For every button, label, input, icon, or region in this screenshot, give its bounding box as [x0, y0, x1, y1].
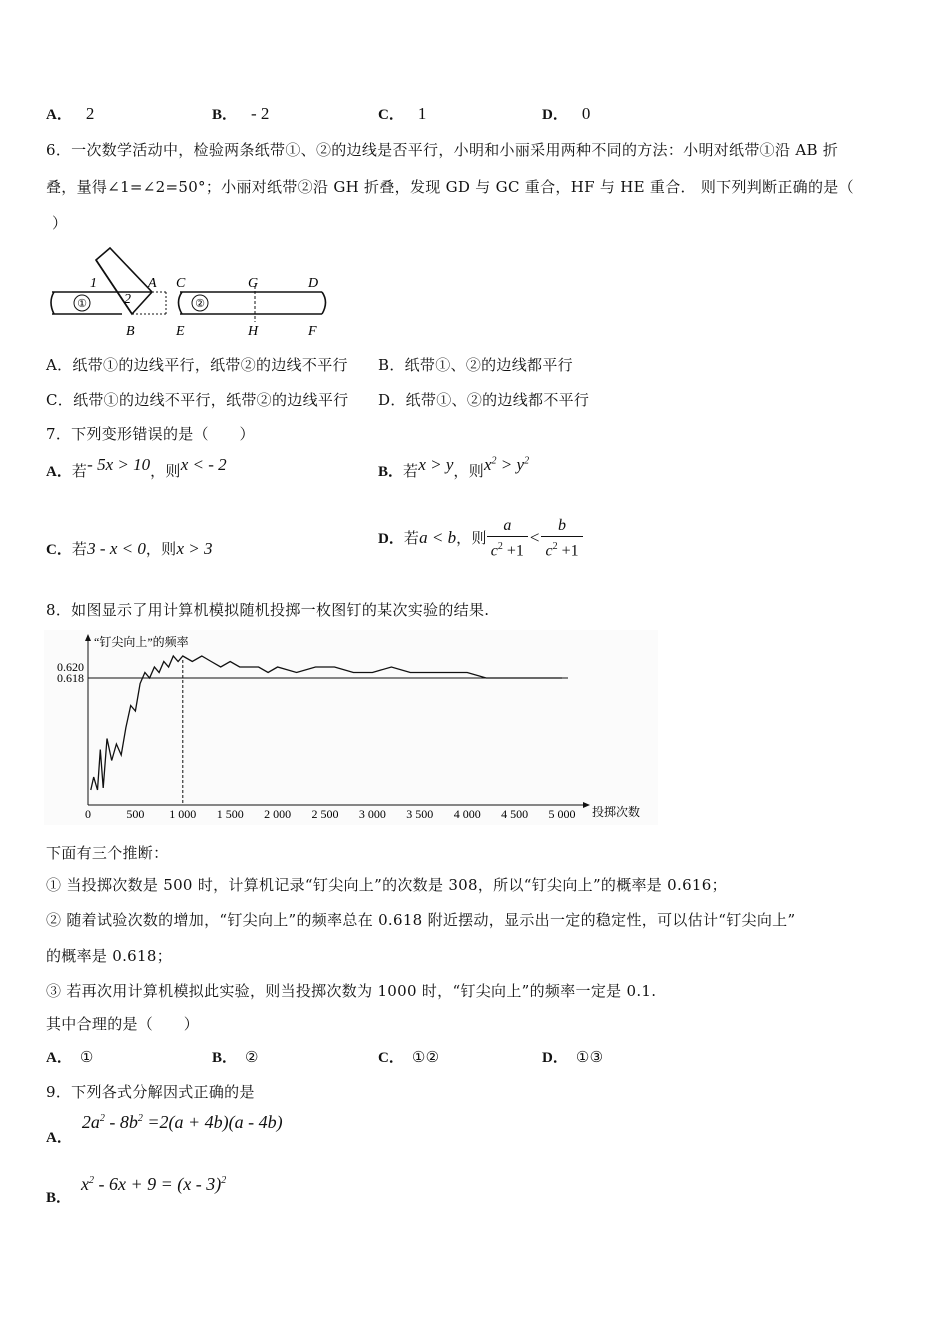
- option-letter: C．: [378, 107, 404, 123]
- den-tail: +1: [502, 542, 524, 560]
- term: =2(a + 4b)(a - 4b): [142, 1112, 283, 1132]
- q5-option-d[interactable]: [542, 103, 590, 124]
- option-value: ②: [245, 1048, 259, 1066]
- base-y: y: [516, 455, 525, 474]
- word-then: ，则: [145, 540, 177, 558]
- den-tail: +1: [557, 542, 579, 560]
- option-value: 2: [85, 104, 95, 123]
- q6-stem-line2: 叠，量得∠1=∠2=50°；小丽对纸带②沿 GH 折叠，发现 GD 与 GC 重合，HF 与 HE 重合． 则下列判断正确的是（: [46, 178, 854, 196]
- q7-option-c[interactable]: [46, 538, 212, 559]
- y-tick-label: 0.620: [57, 660, 84, 674]
- term: x: [81, 1174, 90, 1194]
- q6-stem-line1: 6．一次数学活动中，检验两条纸带①、②的边线是否平行，小明和小丽采用两种不同的方法：小明对纸带①沿 AB 折: [46, 141, 839, 159]
- option-letter: A．: [46, 1050, 72, 1066]
- exponent: 2: [524, 455, 530, 467]
- q5-option-c[interactable]: [378, 103, 426, 124]
- q8-option-c[interactable]: [378, 1046, 439, 1067]
- numerator: b: [558, 517, 567, 534]
- point-g-label: G: [248, 276, 259, 291]
- x-tick-label: 4 500: [501, 807, 529, 821]
- exponent: 2: [89, 1175, 95, 1186]
- point-f-label: F: [308, 324, 317, 339]
- option-letter: C．: [46, 542, 72, 558]
- x-tick-label: 2 000: [264, 807, 292, 821]
- q7-option-d[interactable]: [378, 516, 583, 561]
- den-exponent: 2: [497, 541, 503, 552]
- q9-stem: 9．下列各式分解因式正确的是: [46, 1083, 255, 1101]
- option-letter: D．: [378, 531, 404, 548]
- q9-option-b[interactable]: [46, 1174, 227, 1206]
- word-if: 若: [71, 462, 88, 480]
- tape2-right-wave: [322, 292, 326, 314]
- q6-option-c[interactable]: C．纸带①的边线不平行，纸带②的边线平行: [46, 391, 349, 409]
- den-base: c: [490, 542, 498, 560]
- word-if: 若: [403, 529, 420, 548]
- word-then: ，则: [150, 462, 181, 480]
- q8-option-a[interactable]: [46, 1046, 94, 1067]
- formula: [81, 1174, 226, 1194]
- option-letter: A．: [46, 107, 72, 123]
- y-tick-labels: [57, 660, 84, 685]
- y-tick-label: 0.618: [57, 671, 84, 685]
- q7-option-b[interactable]: [378, 455, 530, 481]
- term: 2a: [81, 1112, 100, 1132]
- tape1-label: ①: [77, 298, 87, 310]
- x-tick-label: 3 500: [406, 807, 434, 821]
- q8-inference-2b: 的概率是 0.618；: [46, 947, 173, 965]
- fraction-a: [487, 516, 528, 561]
- exponent: 2: [491, 455, 497, 467]
- point-d-label: D: [308, 276, 319, 291]
- angle-2-label: 2: [124, 292, 131, 307]
- q8-inference-1: ① 当投掷次数是 500 时，计算机记录“钉尖向上”的次数是 308，所以“钉尖向上”的概率是 0.616；: [46, 876, 727, 894]
- q6-stem-line3: ）: [52, 214, 68, 232]
- option-letter: B．: [212, 107, 238, 123]
- exponent: 2: [221, 1175, 227, 1186]
- q8-inference-2a: ② 随着试验次数的增加，“钉尖向上”的频率总在 0.618 附近摆动，显示出一定的稳定性，可以估计“钉尖向上”: [46, 911, 796, 929]
- option-letter: A．: [46, 1130, 72, 1146]
- q5-option-a[interactable]: [46, 103, 94, 124]
- point-e-label: E: [176, 324, 185, 339]
- option-letter: C．: [378, 1050, 404, 1066]
- option-letter: D．: [542, 1050, 568, 1066]
- option-value: 0: [581, 104, 591, 123]
- result: x < - 2: [180, 455, 227, 474]
- q6-tape-figure: [44, 240, 334, 340]
- q8-frequency-chart: [44, 630, 658, 825]
- den-base: c: [545, 542, 553, 560]
- q8-option-b[interactable]: [212, 1046, 259, 1067]
- base-x: x: [484, 455, 492, 474]
- point-c-label: C: [176, 276, 186, 291]
- word-if: 若: [71, 540, 88, 558]
- option-letter: D．: [542, 107, 568, 123]
- q6-option-a[interactable]: A．纸带①的边线平行，纸带②的边线不平行: [46, 356, 348, 374]
- x-tick-label: 500: [126, 807, 145, 821]
- operator: >: [496, 455, 517, 474]
- term: - 6x + 9 = (x - 3): [94, 1174, 222, 1194]
- condition: a < b: [419, 528, 457, 548]
- word-if: 若: [403, 462, 419, 480]
- point-h-label: H: [248, 324, 259, 339]
- tape2-left-wave: [179, 292, 183, 314]
- q9-option-a[interactable]: [46, 1112, 283, 1146]
- x-tick-label: 1 000: [169, 807, 197, 821]
- term: - 8b: [104, 1112, 138, 1132]
- result: [484, 455, 529, 474]
- condition: 3 - x < 0: [87, 539, 146, 558]
- option-letter: B．: [378, 464, 404, 480]
- x-tick-label: 5 000: [548, 807, 576, 821]
- word-then: ，则: [453, 462, 484, 480]
- x-tick-label: 1 500: [216, 807, 244, 821]
- denominator: [487, 536, 528, 561]
- chart-background: [44, 630, 658, 825]
- tape2-label: ②: [195, 298, 205, 310]
- option-letter: A．: [46, 464, 72, 480]
- x-tick-label: 4 000: [453, 807, 481, 821]
- q7-option-a[interactable]: [46, 455, 227, 481]
- q8-option-d[interactable]: [542, 1046, 603, 1067]
- option-value: ①③: [575, 1048, 604, 1066]
- x-tick-label: 2 500: [311, 807, 339, 821]
- option-letter: B．: [212, 1050, 238, 1066]
- numerator: a: [503, 517, 512, 534]
- option-letter: B．: [46, 1190, 72, 1206]
- angle-1-label: 1: [90, 276, 97, 291]
- point-a-label: A: [148, 276, 157, 291]
- q8-inference-3: ③ 若再次用计算机模拟此实验，则当投掷次数为 1000 时，“钉尖向上”的频率一定是 0.1.: [46, 982, 657, 1000]
- chart-title: “钉尖向上”的频率: [94, 635, 189, 649]
- option-value: - 2: [251, 104, 270, 123]
- condition: x > y: [418, 455, 454, 474]
- x-tick-label: 3 000: [358, 807, 386, 821]
- q8-stem: 8．如图显示了用计算机模拟随机投掷一枚图钉的某次实验的结果.: [46, 601, 490, 619]
- den-exponent: 2: [552, 541, 558, 552]
- fraction-b: [541, 516, 582, 561]
- denominator: [541, 536, 582, 561]
- result: x > 3: [176, 539, 213, 558]
- exponent: 2: [137, 1113, 143, 1124]
- option-value: 1: [417, 104, 427, 123]
- option-value: ①②: [411, 1048, 440, 1066]
- x-tick-label: 0: [85, 807, 91, 821]
- exponent: 2: [99, 1113, 105, 1124]
- option-value: ①: [79, 1048, 94, 1066]
- less-than: <: [529, 528, 540, 548]
- formula: [82, 1112, 283, 1132]
- x-axis-label: 投掷次数: [592, 805, 641, 819]
- condition: - 5x > 10: [87, 455, 151, 474]
- q7-stem: 7．下列变形错误的是（ ）: [46, 425, 255, 443]
- q6-option-d[interactable]: D．纸带①、②的边线都不平行: [378, 391, 590, 409]
- q8-sub-heading: 下面有三个推断：: [46, 844, 169, 862]
- q6-option-b[interactable]: B．纸带①、②的边线都平行: [378, 356, 573, 374]
- point-b-label: B: [126, 324, 135, 339]
- q5-option-b[interactable]: [212, 103, 269, 124]
- word-then: ，则: [456, 529, 487, 548]
- tape1-left-wave: [51, 292, 54, 314]
- q8-ask: 其中合理的是（ ）: [46, 1015, 200, 1033]
